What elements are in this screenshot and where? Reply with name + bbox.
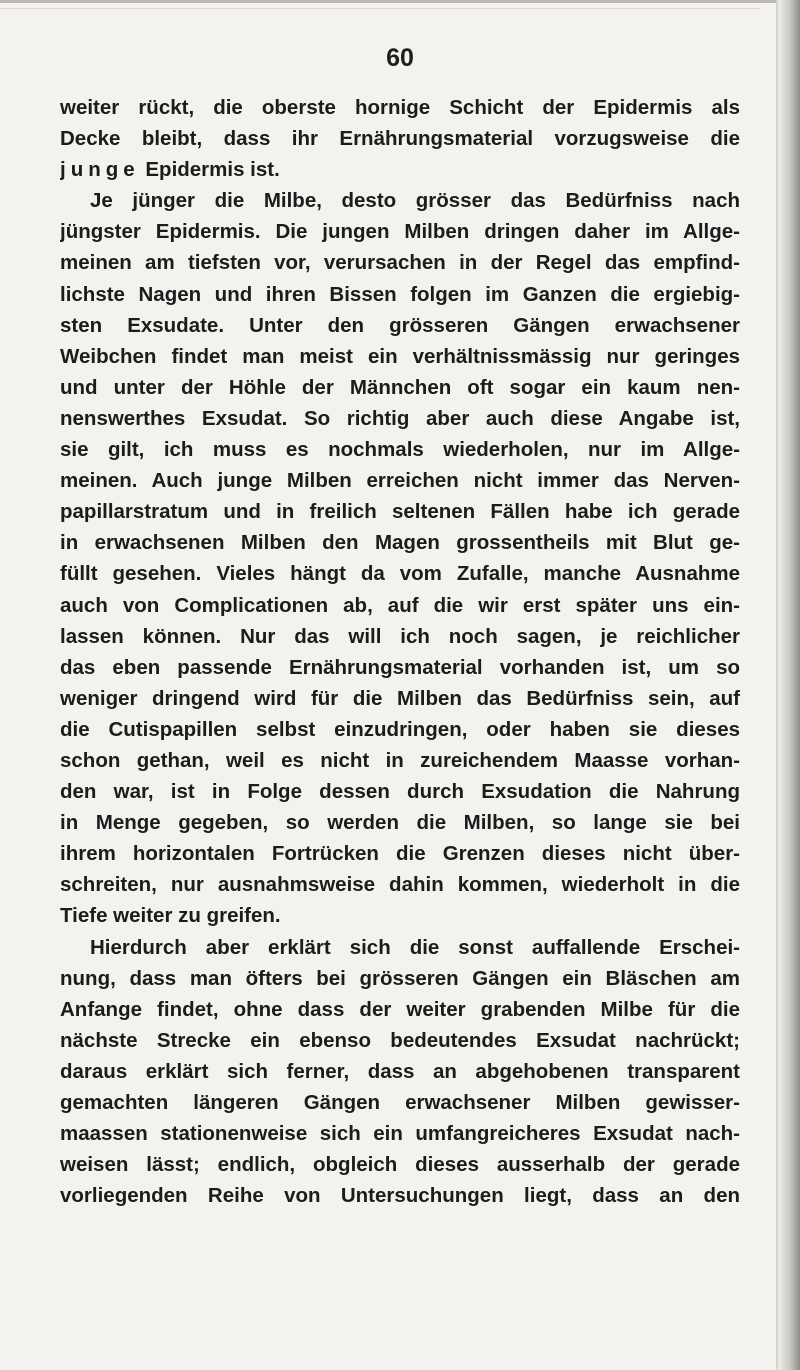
text-line: ihrem horizontalen Fortrücken die Grenzen dieses nicht über-	[60, 842, 740, 866]
text-line: Decke bleibt, dass ihr Ernährungsmaterial vorzugsweise die	[60, 127, 740, 151]
text-line: schon gethan, weil es nicht in zureichendem Maasse vorhan-	[60, 748, 740, 772]
text-line: Weibchen findet man meist ein verhältnissmässig nur geringes	[60, 344, 740, 368]
text-line: nung, dass man öfters bei grösseren Gängen ein Bläschen am	[60, 966, 740, 990]
text-line: Hierdurch aber erklärt sich die sonst auffallende Erschei-	[90, 935, 740, 959]
page-number: 60	[386, 44, 414, 72]
text-line: daraus erklärt sich ferner, dass an abgehobenen transparent	[60, 1059, 740, 1083]
text-line: papillarstratum und in freilich seltenen Fällen habe ich gerade	[60, 500, 740, 524]
text-line: gemachten längeren Gängen erwachsener Milben gewisser-	[60, 1091, 740, 1114]
text-line	[60, 154, 740, 185]
text-line: sie gilt, ich muss es nochmals wiederholen, nur im Allge-	[60, 438, 740, 462]
text-line: in Menge gegeben, so werden die Milben, so lange sie bei	[60, 811, 740, 835]
text-line: Je jünger die Milbe, desto grösser das Bedürfniss nach	[90, 189, 740, 213]
text-line: füllt gesehen. Vieles hängt da vom Zufalle, manche Ausnahme	[60, 562, 740, 586]
text-line: nächste Strecke ein ebenso bedeutendes Exsudat nachrückt;	[60, 1028, 740, 1052]
text-line: weiter rückt, die oberste hornige Schicht der Epidermis als	[60, 96, 740, 119]
text-line: nenswerthes Exsudat. So richtig aber auch diese Angabe ist,	[60, 406, 740, 430]
page-top-edge	[0, 0, 800, 3]
text-line: den war, ist in Folge dessen durch Exsudation die Nahrung	[60, 780, 740, 804]
text-line: die Cutispapillen selbst einzudringen, oder haben sie dieses	[60, 717, 740, 741]
text-line: vorliegenden Reihe von Untersuchungen liegt, dass an den	[60, 1184, 740, 1208]
text-line: in erwachsenen Milben den Magen grossentheils mit Blut ge-	[60, 531, 740, 555]
text-line: lassen können. Nur das will ich noch sagen, je reichlicher	[60, 624, 740, 648]
text-line: maassen stationenweise sich ein umfangreicheres Exsudat nach-	[60, 1122, 740, 1146]
text-line: meinen. Auch junge Milben erreichen nicht immer das Nerven-	[60, 469, 740, 493]
text-line: lichste Nagen und ihren Bissen folgen im Ganzen die ergiebig-	[60, 282, 740, 306]
text-line: jüngster Epidermis. Die jungen Milben dringen daher im Allge-	[60, 220, 740, 244]
text-line: Anfange findet, ohne dass der weiter grabenden Milbe für die	[60, 997, 740, 1021]
page-top-rule	[0, 8, 760, 9]
text-line: und unter der Höhle der Männchen oft sogar ein kaum nen-	[60, 375, 740, 399]
text-line: sten Exsudate. Unter den grösseren Gängen erwachsener	[60, 313, 740, 337]
text-fragment: Epidermis ist.	[139, 158, 280, 182]
page-right-edge	[778, 0, 800, 1370]
emphasized-word: junge	[60, 158, 140, 182]
text-line: schreiten, nur ausnahmsweise dahin kommen, wiederholt in die	[60, 873, 740, 897]
text-line: weniger dringend wird für die Milben das Bedürfniss sein, auf	[60, 686, 740, 710]
text-line: auch von Complicationen ab, auf die wir erst später uns ein-	[60, 593, 740, 617]
text-line: weisen lässt; endlich, obgleich dieses ausserhalb der gerade	[60, 1153, 740, 1177]
body-text	[60, 92, 740, 1211]
text-line: meinen am tiefsten vor, verursachen in der Regel das empfind-	[60, 251, 740, 275]
text-line: das eben passende Ernährungsmaterial vorhanden ist, um so	[60, 655, 740, 679]
text-line: Tiefe weiter zu greifen.	[60, 904, 281, 928]
